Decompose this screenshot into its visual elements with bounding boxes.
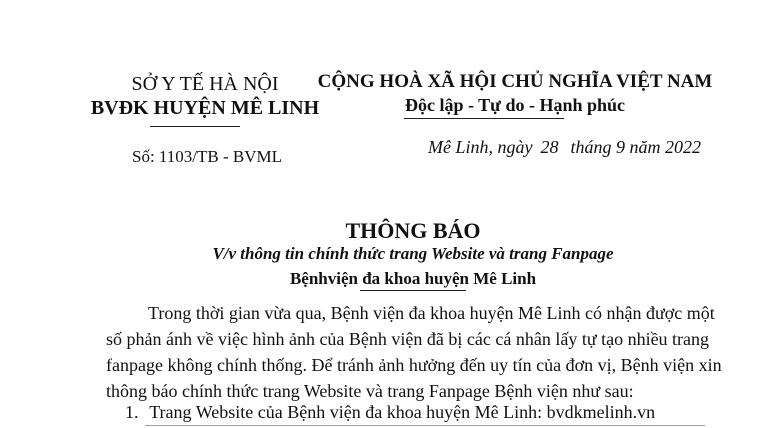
place-date-place: Mê Linh, ngày (428, 137, 533, 157)
ministry-name: SỞ Y TẾ HÀ NỘI (131, 73, 279, 95)
hospital-name: BVĐK HUYỆN MÊ LINH (90, 97, 320, 119)
header-left-rule (150, 126, 240, 127)
place-date-month-year: tháng 9 năm 2022 (570, 137, 701, 157)
subject-rule (360, 290, 466, 291)
place-date-day: 28 (540, 137, 559, 157)
paragraph-line: số phản ánh về việc hình ảnh của Bệnh viện đã bị các cá nhân lấy tự tạo nhiều trang (106, 329, 710, 349)
place-date (428, 137, 701, 158)
national-motto: Độc lập - Tự do - Hạnh phúc (404, 95, 626, 115)
document-number: Số: 1103/TB - BVML (131, 147, 283, 166)
paragraph-line: Trong thời gian vừa qua, Bệnh viện đa khoa huyện Mê Linh có nhận được một (148, 303, 715, 323)
paragraph-line: fanpage không chính thống. Để tránh ảnh hưởng đến uy tín của đơn vị, Bệnh viện xin (106, 355, 722, 375)
body-paragraph (106, 300, 722, 404)
list-item-number: 1. (125, 402, 139, 422)
national-title: CỘNG HOÀ XÃ HỘI CHỦ NGHĨA VIỆT NAM (317, 71, 713, 92)
subject-line-2: Bệnhviện đa khoa huyện Mê Linh (289, 269, 537, 288)
page-cut-line (145, 425, 705, 426)
header-right-rule (404, 118, 564, 119)
document-title: THÔNG BÁO (345, 218, 481, 243)
list-item-text: Trang Website của Bệnh viện đa khoa huyện Mê Linh: bvdkmelinh.vn (149, 402, 656, 422)
list-item (125, 402, 655, 423)
subject-line-1: V/v thông tin chính thức trang Website và trang Fanpage (212, 244, 614, 263)
paragraph-line: thông báo chính thức trang Website và trang Fanpage Bệnh viện như sau: (106, 381, 634, 401)
